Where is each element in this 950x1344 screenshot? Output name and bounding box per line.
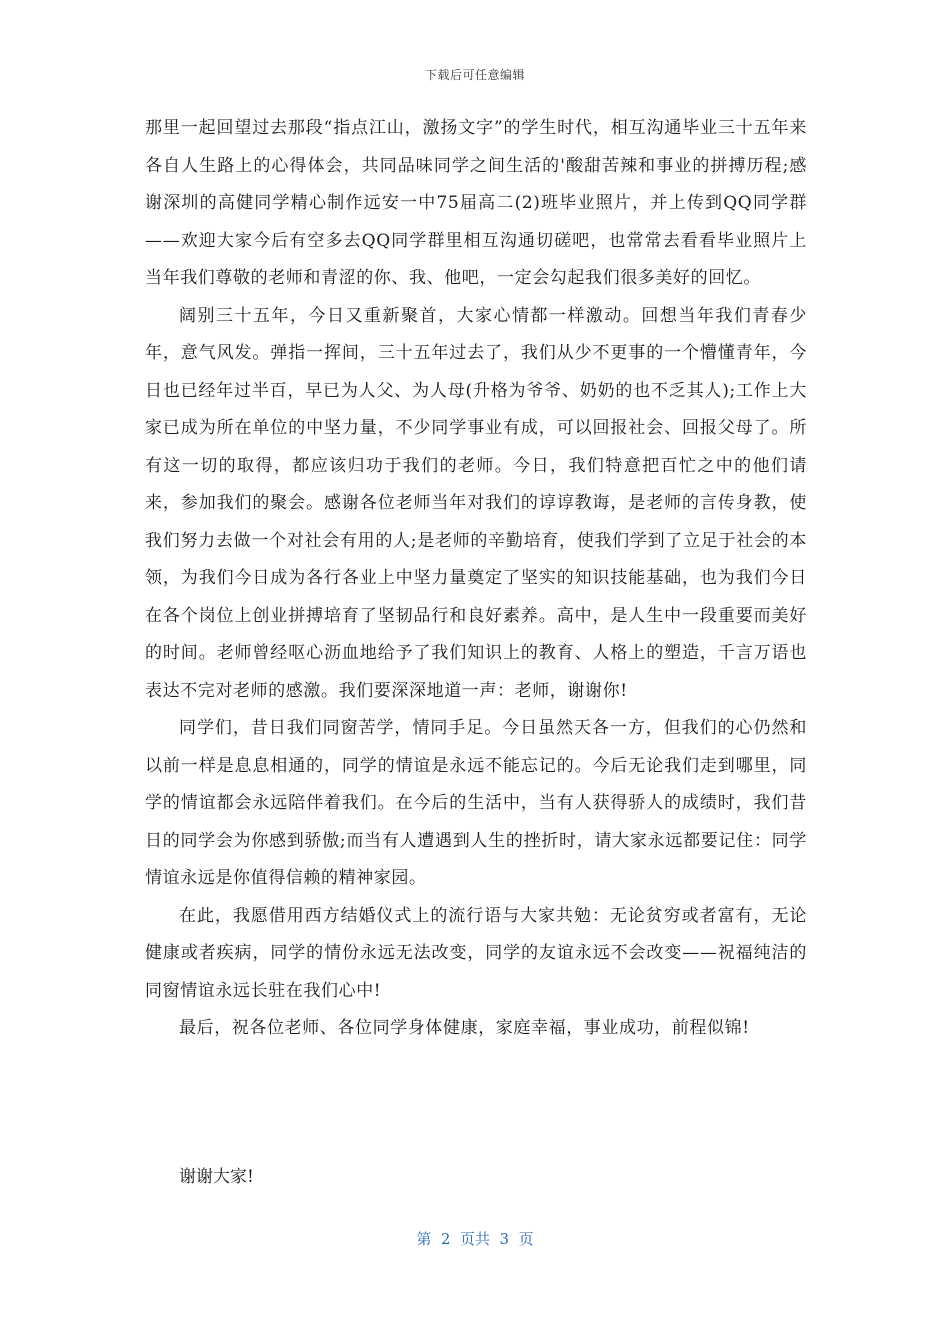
paragraph-1: 那里一起回望过去那段“指点江山，激扬文字”的学生时代，相互沟通毕业三十五年来各自人生路上的心得体会，共同品味同学之间生活的'酸甜苦辣和事业的拼搏历程;感谢深圳的高健同学精心制作远安一中75届高二(2)班毕业照片，并上传到QQ同学群——欢迎大家今后有空多去QQ同学群里相互沟通切磋吧，也常常去看看毕业照片上当年我们尊敬的老师和青涩的你、我、他吧，一定会勾起我们很多美好的回忆。 (145, 118, 807, 288)
page-footer: 第 2 页共 3 页 (416, 1230, 534, 1248)
document-body (145, 110, 807, 1048)
paragraph-3: 同学们，昔日我们同窗苦学，情同手足。今日虽然天各一方，但我们的心仍然和以前一样是息息相通的，同学的情谊是永远不能忘记的。今后无论我们走到哪里，同学的情谊都会永远陪伴着我们。在今后的生活中，当有人获得骄人的成绩时，我们昔日的同学会为你感到骄傲;而当有人遭遇到人生的挫折时，请大家永远都要记住：同学情谊永远是你值得信赖的精神家园。 (145, 718, 807, 888)
paragraph-2: 阔别三十五年，今日又重新聚首，大家心情都一样激动。回想当年我们青春少年，意气风发。弹指一挥间，三十五年过去了，我们从少不更事的一个懵懂青年，今日也已经年过半百，早已为人父、为人母(升格为爷爷、奶奶的也不乏其人);工作上大家已成为所在单位的中坚力量，不少同学事业有成，可以回报社会、回报父母了。所有这一切的取得，都应该归功于我们的老师。今日，我们特意把百忙之中的他们请来，参加我们的聚会。感谢各位老师当年对我们的谆谆教诲，是老师的言传身教，使我们努力去做一个对社会有用的人;是老师的辛勤培育，使我们学到了立足于社会的本领，为我们今日成为各行各业上中坚力量奠定了坚实的知识技能基础，也为我们今日在各个岗位上创业拼搏培育了坚韧品行和良好素养。高中，是人生中一段重要而美好的时间。老师曾经呕心沥血地给予了我们知识上的教育、人格上的塑造，千言万语也表达不完对老师的感激。我们要深深地道一声：老师，谢谢你! (145, 305, 807, 701)
paragraph-5: 最后，祝各位老师、各位同学身体健康，家庭幸福，事业成功，前程似锦! (179, 1018, 750, 1038)
closing-remark: 谢谢大家! (179, 1167, 254, 1187)
page-header: 下载后可任意编辑 (424, 68, 525, 82)
paragraph-4: 在此，我愿借用西方结婚仪式上的流行语与大家共勉：无论贫穷或者富有，无论健康或者疾病，同学的情份永远无法改变，同学的友谊永远不会改变——祝福纯洁的同窗情谊永远长驻在我们心中! (145, 905, 807, 1001)
